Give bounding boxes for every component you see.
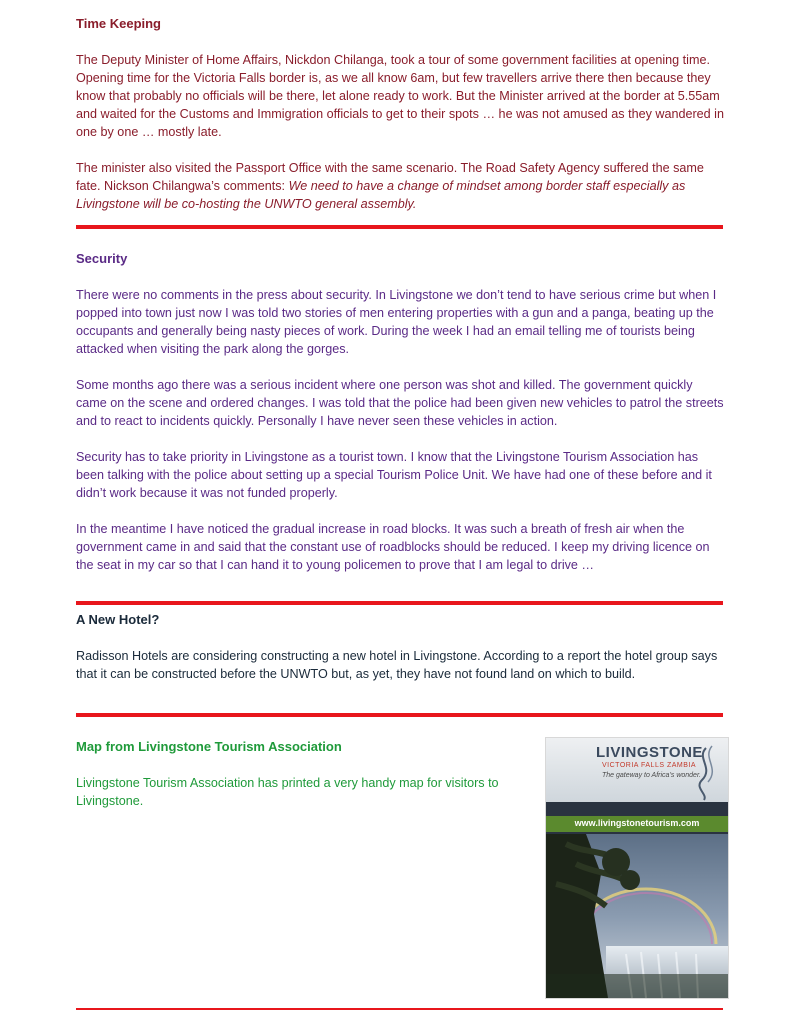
map-section [76,738,526,810]
footer-divider [76,1008,723,1010]
security-section [76,250,724,574]
time-keeping-paragraph-2 [76,159,724,213]
security-paragraph-4: In the meantime I have noticed the gradual increase in road blocks. It was such a breath of fresh air when the government came in and said that the constant use of roadblocks should be reduced. I keep my driving licence on the seat in my car so that I can hand it to young policemen to prove that I am legal to drive … [76,522,710,572]
brochure-header [546,738,728,802]
section-divider [76,601,723,605]
security-paragraph-1: There were no comments in the press about security. In Livingstone we don’t tend to have serious crime but when I popped into town just now I was told two stories of men entering properties with a gun and a panga, beating up the occupants and generally being nasty pieces of work. During the week I had an email telling me of tourists being attacked when visiting the park along the gorges. [76,288,717,356]
time-keeping-paragraph-1: The Deputy Minister of Home Affairs, Nickdon Chilanga, took a tour of some government facilities at opening time. Opening time for the Victoria Falls border is, as we all know 6am, but few travellers arrive there then because they know that probably no officials will be there, let alone ready to work. But the Minister arrived at the border at 5.55am and waited for the Customs and Immigration officials to get to their spots … he was not amused as they wandered in one by one … mostly late. [76,53,724,139]
brochure-logo-subtitle: VICTORIA FALLS ZAMBIA [602,762,697,769]
livingstone-map-brochure [545,737,729,999]
victoria-falls-photo-icon [546,834,728,998]
map-heading: Map from Livingstone Tourism Association [76,739,342,754]
brochure-logo-text: LIVINGSTONE [596,744,703,761]
section-divider [76,713,723,717]
new-hotel-section [76,611,724,683]
new-hotel-paragraph: Radisson Hotels are considering constructing a new hotel in Livingstone. According to a report the hotel group says that it can be constructed before the UNWTO but, as yet, they have not found land on which to build. [76,649,718,681]
time-keeping-paragraph-2-intro: The minister also visited the Passport Office with the same scenario. The Road Safety Agency suffered the same fate. Nickson Chilangwa’s comments: [76,161,704,193]
time-keeping-heading: Time Keeping [76,16,162,31]
map-paragraph: Livingstone Tourism Association has printed a very handy map for visitors to Livingstone. [76,776,499,808]
minister-quote: We need to have a change of mindset among border staff especially as Livingstone will be co-hosting the UNWTO general assembly. [76,179,686,211]
new-hotel-heading: A New Hotel? [76,612,160,627]
brochure-url: www.livingstonetourism.com [574,818,700,828]
section-divider [76,225,723,229]
security-heading: Security [76,251,128,266]
brochure-tagline: The gateway to Africa’s wonder. [602,772,701,779]
time-keeping-section [76,15,724,213]
security-paragraph-3: Security has to take priority in Livingstone as a tourist town. I know that the Livingstone Tourism Association has been talking with the police about setting up a special Tourism Police Unit. We have had one of these before and it didn’t work because it was not funded properly. [76,450,712,500]
security-paragraph-2: Some months ago there was a serious incident where one person was shot and killed. The government quickly came on the scene and ordered changes. I was told that the police had been given new vehicles to patrol the streets and to react to incidents quickly. Personally I have never seen these vehicles in action. [76,378,724,428]
